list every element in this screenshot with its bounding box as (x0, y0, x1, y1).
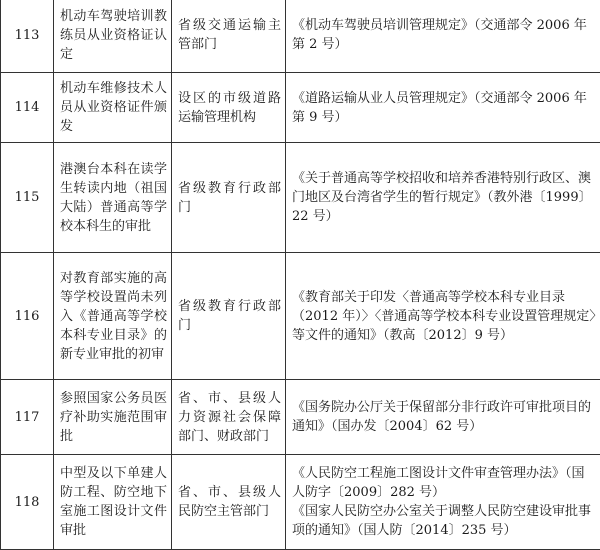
legal-basis: 《机动车驾驶员培训管理规定》（交通部令 2006 年第 2 号） (292, 16, 596, 54)
legal-basis-cell (286, 380, 600, 455)
department: 省级教育行政部门 (178, 297, 281, 335)
legal-basis-cell (286, 0, 600, 73)
row-number: 116 (1, 253, 54, 380)
department: 省、市、县级人力资源社会保障部门、财政部门 (178, 389, 281, 446)
table-row (1, 0, 600, 73)
row-number: 117 (1, 380, 54, 455)
item-name-cell (54, 143, 172, 253)
table-row (1, 380, 600, 455)
item-name: 机动车维修技术人员从业资格证件颁发 (60, 79, 167, 136)
department-cell (172, 73, 286, 143)
item-name: 对教育部实施的高等学校设置尚未列入《普通高等学校本科专业目录》的新专业审批的初审 (60, 269, 167, 364)
department-cell (172, 0, 286, 73)
legal-basis: 《教育部关于印发〈普通高等学校本科专业目录（2012 年）〉〈普通高等学校本科专业设置管理规定〉等文件的通知》（教高〔2012〕9 号） (292, 288, 596, 345)
legal-basis-cell (286, 73, 600, 143)
table-row (1, 455, 600, 550)
item-name-cell (54, 73, 172, 143)
item-name: 机动车驾驶培训教练员从业资格证认定 (60, 7, 167, 64)
item-name-cell (54, 455, 172, 550)
row-number: 114 (1, 73, 54, 143)
department: 省级交通运输主管部门 (178, 16, 281, 54)
table-row (1, 143, 600, 253)
legal-basis-cell (286, 253, 600, 380)
department-cell (172, 253, 286, 380)
legal-basis-cell (286, 455, 600, 550)
legal-basis: 《国家人民防空办公室关于调整人民防空建设审批事项的通知》（国人防〔2014〕235 号） (292, 502, 596, 540)
legal-basis: 《国务院办公厅关于保留部分非行政许可审批项目的通知》（国办发〔2004〕62 号） (292, 398, 596, 436)
item-name-cell (54, 0, 172, 73)
legal-basis: 《关于普通高等学校招收和培养香港特别行政区、澳门地区及台湾省学生的暂行规定》（教外港〔1999〕22 号） (292, 169, 596, 226)
legal-basis: 《人民防空工程施工图设计文件审查管理办法》（国人防字〔2009〕282 号） (292, 464, 596, 502)
item-name: 港澳台本科在读学生转读内地（祖国大陆）普通高等学校本科生的审批 (60, 160, 167, 236)
legal-basis: 《道路运输从业人员管理规定》（交通部令 2006 年第 9 号） (292, 89, 596, 127)
department-cell (172, 455, 286, 550)
row-number: 115 (1, 143, 54, 253)
row-number: 113 (1, 0, 54, 73)
table-row (1, 253, 600, 380)
row-number: 118 (1, 455, 54, 550)
department: 设区的市级道路运输管理机构 (178, 89, 281, 127)
department-cell (172, 143, 286, 253)
item-name-cell (54, 253, 172, 380)
item-name-cell (54, 380, 172, 455)
department: 省、市、县级人民防空主管部门 (178, 483, 281, 521)
item-name: 参照国家公务员医疗补助实施范围审批 (60, 389, 167, 446)
department-cell (172, 380, 286, 455)
table-row (1, 73, 600, 143)
department: 省级教育行政部门 (178, 179, 281, 217)
legal-basis-cell (286, 143, 600, 253)
item-name: 中型及以下单建人防工程、防空地下室施工图设计文件审批 (60, 464, 167, 540)
